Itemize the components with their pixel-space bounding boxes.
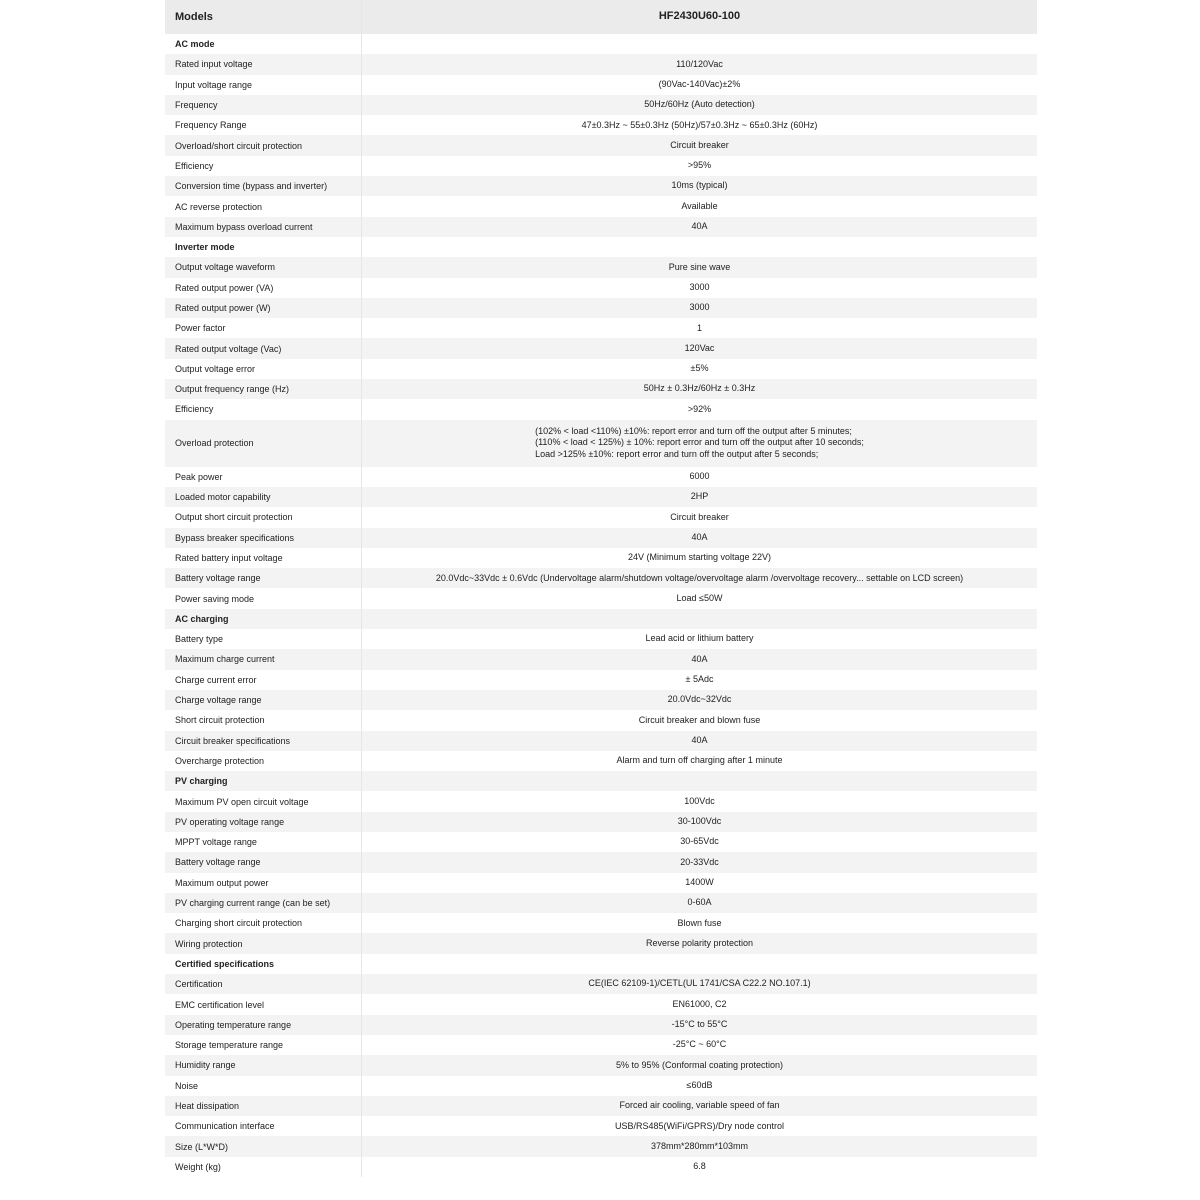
spec-label: Wiring protection xyxy=(165,933,362,953)
table-row xyxy=(165,812,1037,832)
table-row xyxy=(165,852,1037,872)
spec-value: 20-33Vdc xyxy=(680,856,719,867)
spec-label: Weight (kg) xyxy=(165,1157,362,1177)
spec-value-lines xyxy=(535,426,864,461)
spec-label: Rated output power (W) xyxy=(165,298,362,318)
spec-value: 3000 xyxy=(689,302,710,313)
spec-value: 2HP xyxy=(690,491,709,502)
section-title: Certified specifications xyxy=(165,954,362,974)
table-row xyxy=(165,115,1037,135)
table-row xyxy=(165,1116,1037,1136)
spec-label: Overload protection xyxy=(165,420,362,467)
spec-value: 20.0Vdc~33Vdc ± 0.6Vdc (Undervoltage alarm/shutdown voltage/overvoltage alarm /overvoltage recovery... settable on LCD screen) xyxy=(435,572,964,583)
table-row xyxy=(165,893,1037,913)
table-header-row xyxy=(165,0,1037,34)
table-row xyxy=(165,670,1037,690)
table-row xyxy=(165,528,1037,548)
section-title: AC charging xyxy=(165,609,362,629)
spec-label: PV charging current range (can be set) xyxy=(165,893,362,913)
spec-value: 40A xyxy=(691,734,708,745)
spec-label: Power factor xyxy=(165,318,362,338)
spec-value: 6000 xyxy=(689,471,710,482)
table-row xyxy=(165,1076,1037,1096)
table-row xyxy=(165,298,1037,318)
section-header-row xyxy=(165,34,1037,54)
table-row xyxy=(165,873,1037,893)
spec-value: USB/RS485(WiFi/GPRS)/Dry node control xyxy=(614,1120,785,1131)
spec-value: 6.8 xyxy=(693,1161,706,1172)
spec-label: Storage temperature range xyxy=(165,1035,362,1055)
spec-value: 50Hz ± 0.3Hz/60Hz ± 0.3Hz xyxy=(643,383,756,394)
spec-label: Frequency xyxy=(165,95,362,115)
spec-label: Rated input voltage xyxy=(165,54,362,74)
spec-label: Output short circuit protection xyxy=(165,507,362,527)
spec-label: Output frequency range (Hz) xyxy=(165,379,362,399)
table-row xyxy=(165,832,1037,852)
spec-label: Rated battery input voltage xyxy=(165,548,362,568)
table-row xyxy=(165,257,1037,277)
table-row xyxy=(165,156,1037,176)
spec-label: Battery voltage range xyxy=(165,568,362,588)
spec-value: Pure sine wave xyxy=(668,261,731,272)
header-label: Models xyxy=(165,0,362,34)
table-row xyxy=(165,54,1037,74)
table-row xyxy=(165,1136,1037,1156)
table-row xyxy=(165,176,1037,196)
spec-value: >95% xyxy=(687,160,712,171)
spec-label: EMC certification level xyxy=(165,994,362,1014)
table-row xyxy=(165,974,1037,994)
table-row xyxy=(165,507,1037,527)
table-row xyxy=(165,420,1037,467)
spec-value: 50Hz/60Hz (Auto detection) xyxy=(644,99,755,110)
spec-label: Charging short circuit protection xyxy=(165,913,362,933)
spec-label: Efficiency xyxy=(165,399,362,419)
spec-value: 30-65Vdc xyxy=(680,836,719,847)
table-row xyxy=(165,379,1037,399)
spec-value: Forced air cooling, variable speed of fan xyxy=(619,1100,780,1111)
spec-label: AC reverse protection xyxy=(165,196,362,216)
table-row xyxy=(165,278,1037,298)
spec-label: Input voltage range xyxy=(165,75,362,95)
spec-value: Reverse polarity protection xyxy=(645,937,754,948)
table-row xyxy=(165,629,1037,649)
section-value-cell xyxy=(362,954,1037,974)
table-row xyxy=(165,1055,1037,1075)
spec-value: 3000 xyxy=(689,281,710,292)
table-row xyxy=(165,568,1037,588)
section-header-row xyxy=(165,954,1037,974)
spec-value: (90Vac-140Vac)±2% xyxy=(658,78,741,89)
spec-label: Battery type xyxy=(165,629,362,649)
spec-label: Bypass breaker specifications xyxy=(165,528,362,548)
section-header-row xyxy=(165,771,1037,791)
spec-label: Heat dissipation xyxy=(165,1096,362,1116)
table-row xyxy=(165,399,1037,419)
section-value-cell xyxy=(362,237,1037,257)
spec-value-line: Load >125% ±10%: report error and turn off the output after 5 seconds; xyxy=(535,448,819,459)
spec-value: Circuit breaker xyxy=(670,511,729,522)
table-row xyxy=(165,75,1037,95)
spec-value: 378mm*280mm*103mm xyxy=(650,1140,749,1151)
table-row xyxy=(165,359,1037,379)
table-row xyxy=(165,548,1037,568)
spec-label: Communication interface xyxy=(165,1116,362,1136)
table-row xyxy=(165,933,1037,953)
table-row xyxy=(165,1035,1037,1055)
spec-value: 100Vdc xyxy=(684,795,715,806)
spec-value xyxy=(362,420,1037,467)
spec-value: ≤60dB xyxy=(686,1079,713,1090)
table-row xyxy=(165,135,1037,155)
spec-value: 40A xyxy=(691,653,708,664)
spec-label: Rated output power (VA) xyxy=(165,278,362,298)
spec-label: PV operating voltage range xyxy=(165,812,362,832)
spec-label: Humidity range xyxy=(165,1055,362,1075)
section-value-cell xyxy=(362,34,1037,54)
spec-value: >92% xyxy=(687,403,712,414)
table-row xyxy=(165,649,1037,669)
table-row xyxy=(165,1015,1037,1035)
spec-value: 30-100Vdc xyxy=(677,816,722,827)
section-title: PV charging xyxy=(165,771,362,791)
spec-value: 1 xyxy=(696,322,702,333)
spec-value: 20.0Vdc~32Vdc xyxy=(667,694,732,705)
spec-label: Rated output voltage (Vac) xyxy=(165,338,362,358)
table-row xyxy=(165,913,1037,933)
spec-value: 47±0.3Hz ~ 55±0.3Hz (50Hz)/57±0.3Hz ~ 65±0.3Hz (60Hz) xyxy=(581,119,818,130)
spec-value: Lead acid or lithium battery xyxy=(645,633,754,644)
section-value-cell xyxy=(362,771,1037,791)
table-row xyxy=(165,588,1037,608)
section-value-cell xyxy=(362,609,1037,629)
spec-label: Battery voltage range xyxy=(165,852,362,872)
spec-label: Output voltage waveform xyxy=(165,257,362,277)
spec-value: CE(IEC 62109-1)/CETL(UL 1741/CSA C22.2 NO.107.1) xyxy=(588,978,811,989)
spec-label: Output voltage error xyxy=(165,359,362,379)
spec-value: 1400W xyxy=(685,876,714,887)
table-row xyxy=(165,95,1037,115)
spec-label: Conversion time (bypass and inverter) xyxy=(165,176,362,196)
spec-value: Blown fuse xyxy=(677,917,722,928)
spec-label: Charge voltage range xyxy=(165,690,362,710)
spec-label: Overload/short circuit protection xyxy=(165,135,362,155)
table-row xyxy=(165,791,1037,811)
spec-label: Maximum output power xyxy=(165,873,362,893)
spec-label: Maximum charge current xyxy=(165,649,362,669)
table-row xyxy=(165,467,1037,487)
spec-label: Efficiency xyxy=(165,156,362,176)
spec-value: 5% to 95% (Conformal coating protection) xyxy=(615,1059,784,1070)
spec-value: Alarm and turn off charging after 1 minute xyxy=(616,755,783,766)
spec-label: Operating temperature range xyxy=(165,1015,362,1035)
table-row xyxy=(165,318,1037,338)
spec-value: ±5% xyxy=(690,363,709,374)
spec-value: 24V (Minimum starting voltage 22V) xyxy=(627,552,772,563)
table-row xyxy=(165,710,1037,730)
table-row xyxy=(165,731,1037,751)
spec-label: Maximum PV open circuit voltage xyxy=(165,791,362,811)
section-title: AC mode xyxy=(165,34,362,54)
spec-value: Load ≤50W xyxy=(676,592,723,603)
table-row xyxy=(165,217,1037,237)
spec-label: Overcharge protection xyxy=(165,751,362,771)
spec-label: Circuit breaker specifications xyxy=(165,731,362,751)
model-name: HF2430U60-100 xyxy=(658,10,741,23)
spec-value: 0-60A xyxy=(687,897,712,908)
table-row xyxy=(165,690,1037,710)
spec-label: Size (L*W*D) xyxy=(165,1136,362,1156)
spec-label: Power saving mode xyxy=(165,588,362,608)
table-row xyxy=(165,487,1037,507)
section-title: Inverter mode xyxy=(165,237,362,257)
section-header-row xyxy=(165,609,1037,629)
spec-label: Short circuit protection xyxy=(165,710,362,730)
spec-label: Frequency Range xyxy=(165,115,362,135)
spec-label: Certification xyxy=(165,974,362,994)
spec-label: Charge current error xyxy=(165,670,362,690)
table-row xyxy=(165,1157,1037,1177)
spec-value-line: (102% < load <110%) ±10%: report error and turn off the output after 5 minutes; xyxy=(535,425,852,436)
spec-label: Peak power xyxy=(165,467,362,487)
spec-table xyxy=(165,0,1037,1177)
spec-value: ± 5Adc xyxy=(685,674,714,684)
spec-label: MPPT voltage range xyxy=(165,832,362,852)
spec-value: Circuit breaker xyxy=(670,139,729,150)
table-row xyxy=(165,994,1037,1014)
spec-label: Loaded motor capability xyxy=(165,487,362,507)
spec-value: 40A xyxy=(691,531,708,542)
table-row xyxy=(165,196,1037,216)
section-header-row xyxy=(165,237,1037,257)
spec-value: 120Vac xyxy=(684,342,715,353)
spec-value: 40A xyxy=(691,221,708,232)
table-row xyxy=(165,1096,1037,1116)
spec-value: 10ms (typical) xyxy=(671,180,728,191)
spec-value: 110/120Vac xyxy=(676,58,723,69)
spec-value: -15°C to 55°C xyxy=(671,1019,728,1030)
spec-value-line: (110% < load < 125%) ± 10%: report error and turn off the output after 10 seconds; xyxy=(535,437,864,448)
spec-label: Maximum bypass overload current xyxy=(165,217,362,237)
table-row xyxy=(165,338,1037,358)
spec-value: -25°C ~ 60°C xyxy=(672,1039,727,1050)
spec-value: Available xyxy=(681,200,718,211)
spec-label: Noise xyxy=(165,1076,362,1096)
table-row xyxy=(165,751,1037,771)
spec-value: EN61000, C2 xyxy=(672,998,727,1009)
spec-value: Circuit breaker and blown fuse xyxy=(638,714,761,725)
